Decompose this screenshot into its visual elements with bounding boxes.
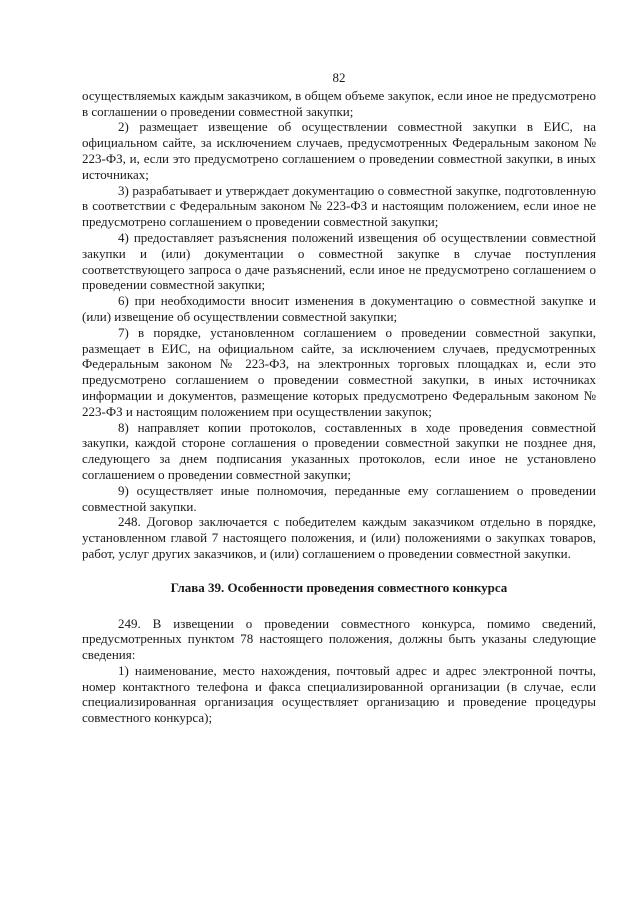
chapter-heading: Глава 39. Особенности проведения совместного конкурса [170,579,508,595]
list-item-2: 2) размещает извещение об осуществлении совместной закупки в ЕИС, на официальном сайте, за исключением случаев, предусмотренных Федеральным законом № 223-ФЗ, и, если это предусмотрено соглашением о проведении совместной закупки, в иных источниках; [82,119,596,182]
clause-249: 249. В извещении о проведении совместного конкурса, помимо сведений, предусмотренных пунктом 78 настоящего положения, должны быть указаны следующие сведения: [82,615,596,663]
list-item-3: 3) разрабатывает и утверждает документацию о совместной закупке, подготовленную в соответствии с Федеральным законом № 223-ФЗ и настоящим положением, если иное не предусмотрено соглашением о проведении совместной закупки; [82,182,596,230]
list-item-9: 9) осуществляет иные полномочия, переданные ему соглашением о проведении совместной закупки. [82,482,596,514]
list-item-4: 4) предоставляет разъяснения положений извещения об осуществлении совместной закупки и (или) документации о совместной закупке в случае поступления соответствующего запроса о даче разъяснений, если иное не предусмотрено соглашением о проведении совместной закупки; [82,229,596,293]
clause-249-item-1: 1) наименование, место нахождения, почтовый адрес и адрес электронной почты, номер контактного телефона и факса специализированной организации (в случае, если специализированная организация осуществляет организацию и проведение процедуры совместного конкурса); [82,662,596,726]
list-item-6: 6) при необходимости вносит изменения в документацию о совместной закупке и (или) извещение об осуществлении совместной закупки; [82,293,596,324]
clause-248: 248. Договор заключается с победителем каждым заказчиком отдельно в порядке, установленном главой 7 настоящего положения, и (или) положениями о закупках товаров, работ, услуг других заказчиков, и (или) соглашением о проведении совместной закупки. [82,514,596,561]
list-item-8: 8) направляет копии протоколов, составленных в ходе проведения совместной закупки, каждой стороне соглашения о проведении совместной закупки не позднее дня, следующего за днем подписания указанных протоколов, если иное не установлено соглашением о проведении совместной закупки; [82,419,596,482]
list-item-7: 7) в порядке, установленном соглашением о проведении совместной закупки, размещает в ЕИС, на официальном сайте, за исключением случаев, предусмотренных Федеральным законом № 223-ФЗ, на электронных торговых площадках и, если это предусмотрено соглашением о проведении совместной закупки, в иных источниках информации и документов, размещение которых предусмотрено Федеральным законом № 223-ФЗ и настоящим положением при осуществлении закупок; [82,324,596,419]
document-page [82,70,596,726]
page-number: 82 [332,70,346,85]
paragraph-continuation: осуществляемых каждым заказчиком, в общем объеме закупок, если иное не предусмотрено в соглашении о проведении совместной закупки; [82,87,596,119]
